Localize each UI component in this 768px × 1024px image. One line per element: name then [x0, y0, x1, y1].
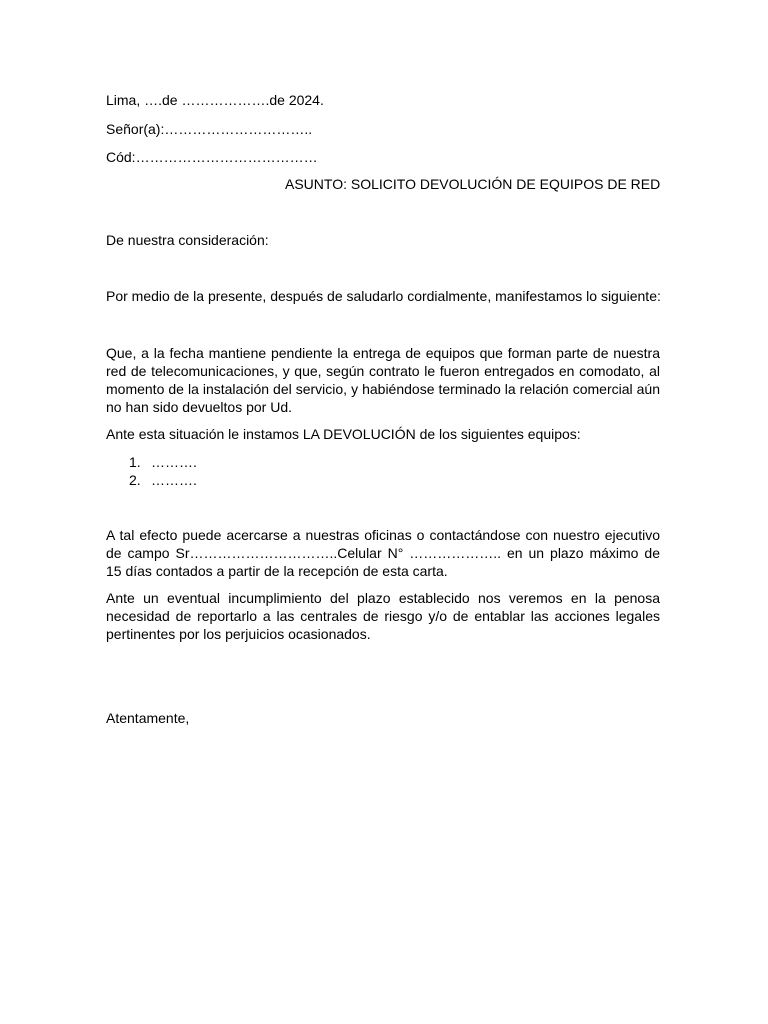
list-item-text: ………. — [151, 454, 197, 470]
code-line: Cód:………………………………… — [106, 149, 318, 165]
list-item-number: 2. — [129, 472, 141, 488]
list-item-text: ………. — [151, 472, 197, 488]
paragraph-contact-instructions: A tal efecto puede acercarse a nuestras oficinas o contactándose con nuestro ejecutivo de campo Sr…………………………..Celular N° ……………….. en un plazo máximo de 15 días contados a partir de la recepción de esta carta. — [106, 527, 660, 579]
closing: Atentamente, — [106, 710, 190, 726]
paragraph-pending-equipment: Que, a la fecha mantiene pendiente la entrega de equipos que forman parte de nuestra red de telecomunicaciones, y que, según contrato le fueron entregados en comodato, al momento de la instalación del servicio, y habiéndose terminado la relación comercial aún no han sido devueltos por Ud. — [106, 345, 660, 415]
paragraph-consequences: Ante un eventual incumplimiento del plazo establecido nos veremos en la penosa necesidad de reportarlo a las centrales de riesgo y/o de entablar las acciones legales pertinentes por los perjuicios ocasionados. — [106, 590, 660, 642]
intro-paragraph: Por medio de la presente, después de saludarlo cordialmente, manifestamos lo siguiente: — [106, 288, 661, 304]
subject-line: ASUNTO: SOLICITO DEVOLUCIÓN DE EQUIPOS DE RED — [285, 176, 661, 192]
salutation: De nuestra consideración: — [106, 232, 269, 248]
list-item — [129, 471, 197, 489]
recipient-line: Señor(a):………………………….. — [106, 121, 313, 137]
list-item-number: 1. — [129, 454, 141, 470]
list-item — [129, 453, 197, 471]
paragraph-return-request: Ante esta situación le instamos LA DEVOLUCIÓN de los siguientes equipos: — [106, 426, 581, 442]
date-line: Lima, ….de ……………….de 2024. — [106, 92, 324, 108]
